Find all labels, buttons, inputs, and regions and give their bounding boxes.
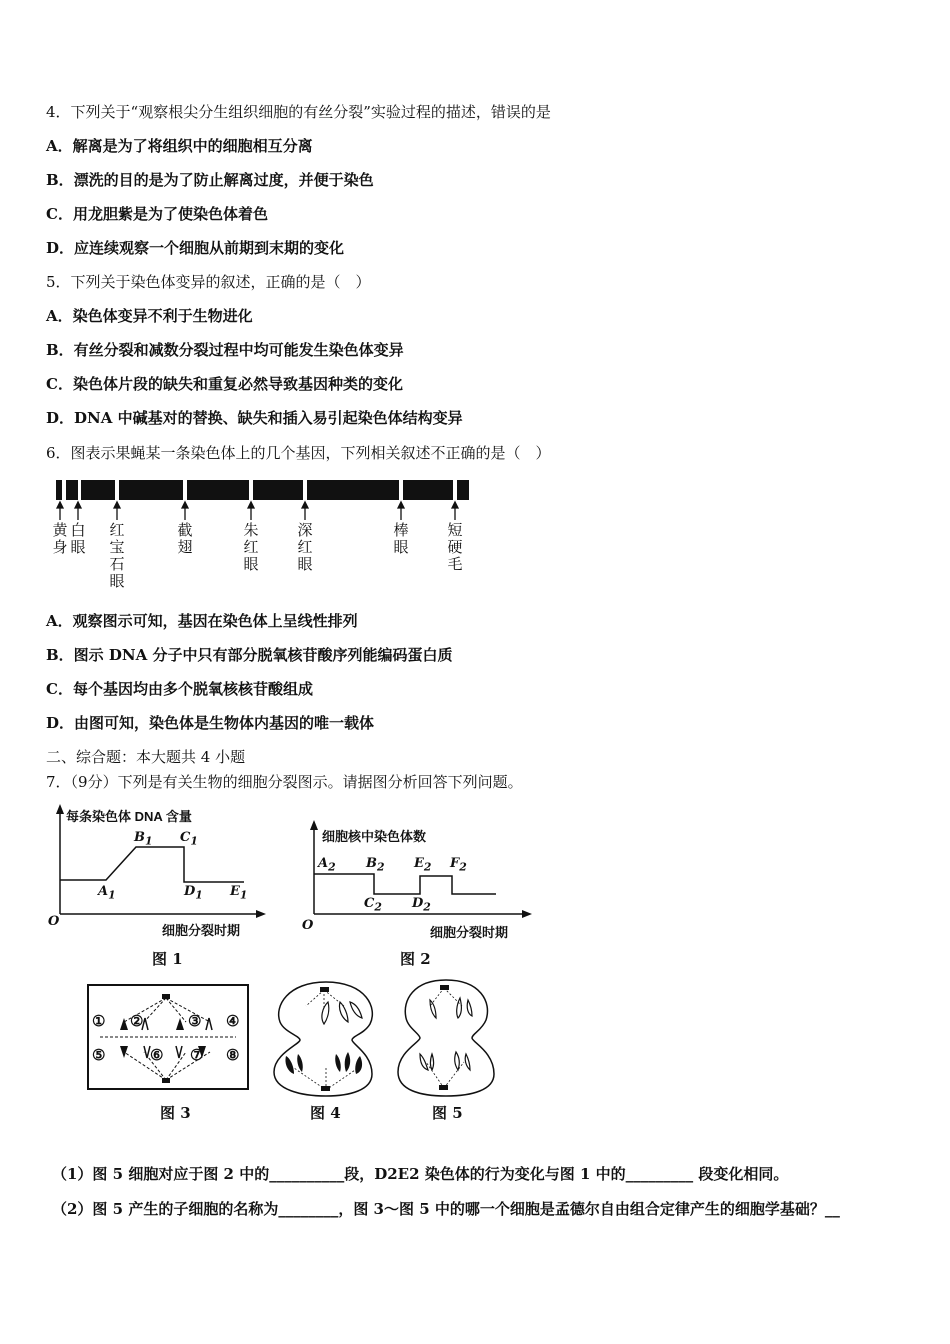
gene-label-white-eye: 白眼 [70, 521, 86, 556]
gene-band [56, 480, 62, 500]
figure-1-caption: 图 1 [152, 950, 183, 968]
figure-1 [44, 800, 274, 970]
q6-stem: 6．图表示果蝇某一条染色体上的几个基因，下列相关叙述不正确的是（ ） [46, 444, 551, 462]
figure-3-label-6: ⑥ [150, 1047, 164, 1064]
gene-label-bar-eye: 棒眼 [393, 521, 409, 556]
q5-option-d: D．DNA 中碱基对的替换、缺失和插入易引起染色体结构变异 [46, 409, 463, 427]
gene-label-vermilion-eye: 朱红眼 [243, 521, 259, 573]
figure-2-point-f: $F_2$ [450, 856, 467, 874]
q6-option-a: A．观察图示可知，基因在染色体上呈线性排列 [46, 612, 358, 630]
figure-2-caption: 图 2 [400, 950, 431, 968]
figure-2-ylabel: 细胞核中染色体数 [322, 829, 427, 844]
figure-2-point-d: $D_2$ [412, 896, 431, 914]
figure-2-origin: O [302, 918, 314, 933]
figure-1-point-a: $A_1$ [98, 884, 116, 902]
gene-band [187, 480, 249, 500]
figure-2-xlabel: 细胞分裂时期 [430, 925, 509, 940]
figure-1-point-b: $B_1$ [134, 830, 153, 848]
gene-band [457, 480, 469, 500]
gene-band [66, 480, 78, 500]
q7-stem: 7．（9分）下列是有关生物的细胞分裂图示。请据图分析回答下列问题。 [46, 773, 523, 791]
figure-3-label-3: ③ [188, 1013, 202, 1030]
gene-band [307, 480, 399, 500]
q4-option-c: C．用龙胆紫是为了使染色体着色 [46, 205, 268, 223]
q7-subquestion-1: （1）图 5 细胞对应于图 2 中的__________段，D2E2 染色体的行为变化与图 1 中的_________ 段变化相同。 [52, 1165, 789, 1183]
gene-label-short-bristle: 短硬毛 [447, 521, 463, 573]
q5-option-b: B．有丝分裂和减数分裂过程中均可能发生染色体变异 [46, 341, 404, 359]
q6-option-c: C．每个基因均由多个脱氧核核苷酸组成 [46, 680, 313, 698]
gene-band [253, 480, 303, 500]
section-heading: 二、综合题：本大题共 4 小题 [46, 748, 246, 766]
q4-stem: 4．下列关于“观察根尖分生组织细胞的有丝分裂”实验过程的描述，错误的是 [46, 103, 551, 121]
q6-option-b: B．图示 DNA 分子中只有部分脱氧核苷酸序列能编码蛋白质 [46, 646, 453, 664]
q5-option-a: A．染色体变异不利于生物进化 [46, 307, 253, 325]
gene-label-yellow-body: 黄身 [52, 521, 68, 556]
q5-option-c: C．染色体片段的缺失和重复必然导致基因种类的变化 [46, 375, 403, 393]
figure-1-point-c: $C_1$ [180, 830, 198, 848]
figure-1-origin: O [48, 914, 60, 929]
figure-3-label-1: ① [92, 1013, 106, 1030]
gene-label-garnet-eye: 深红眼 [297, 521, 313, 573]
q6-option-d: D．由图可知，染色体是生物体内基因的唯一载体 [46, 714, 375, 732]
figure-3-caption: 图 3 [160, 1104, 191, 1122]
q4-option-a: A．解离是为了将组织中的细胞相互分离 [46, 137, 313, 155]
figure-2-point-b: $B_2$ [366, 856, 385, 874]
q7-subquestion-2: （2）图 5 产生的子细胞的名称为________，图 3～图 5 中的哪一个细胞是孟德尔自由组合定律产生的细胞学基础？__ [52, 1200, 840, 1218]
gene-band [81, 480, 115, 500]
figure-2-point-a: $A_2$ [318, 856, 336, 874]
figure-4 [266, 978, 386, 1124]
figure-1-point-d: $D_1$ [184, 884, 203, 902]
figure-1-xlabel: 细胞分裂时期 [162, 923, 241, 938]
figure-4-caption: 图 4 [310, 1104, 341, 1122]
gene-label-cut-wing: 截翅 [177, 521, 193, 556]
gene-band [119, 480, 183, 500]
figure-2 [300, 820, 540, 970]
figure-2-point-c: $C_2$ [364, 896, 382, 914]
figure-5 [392, 976, 502, 1124]
figure-3-label-5: ⑤ [92, 1047, 106, 1064]
gene-label-ruby-eye: 红宝石眼 [109, 521, 125, 590]
chromosome-gene-figure [50, 478, 480, 588]
gene-band [403, 480, 453, 500]
figure-5-cell [392, 976, 502, 1100]
figure-3-cell [86, 984, 252, 1096]
q4-option-d: D．应连续观察一个细胞从前期到末期的变化 [46, 239, 345, 257]
figure-4-cell [266, 978, 386, 1098]
figure-1-ylabel: 每条染色体 DNA 含量 [66, 809, 192, 824]
figure-3-label-7: ⑦ [190, 1047, 204, 1064]
figure-2-point-e: $E_2$ [414, 856, 432, 874]
figure-5-caption: 图 5 [432, 1104, 463, 1122]
q5-stem: 5．下列关于染色体变异的叙述，正确的是（ ） [46, 273, 371, 291]
figure-3-label-8: ⑧ [226, 1047, 240, 1064]
figure-1-point-e: $E_1$ [230, 884, 248, 902]
figure-3-label-4: ④ [226, 1013, 240, 1030]
q4-option-b: B．漂洗的目的是为了防止解离过度，并便于染色 [46, 171, 374, 189]
figure-3 [86, 984, 252, 1124]
figure-3-label-2: ② [130, 1013, 144, 1030]
